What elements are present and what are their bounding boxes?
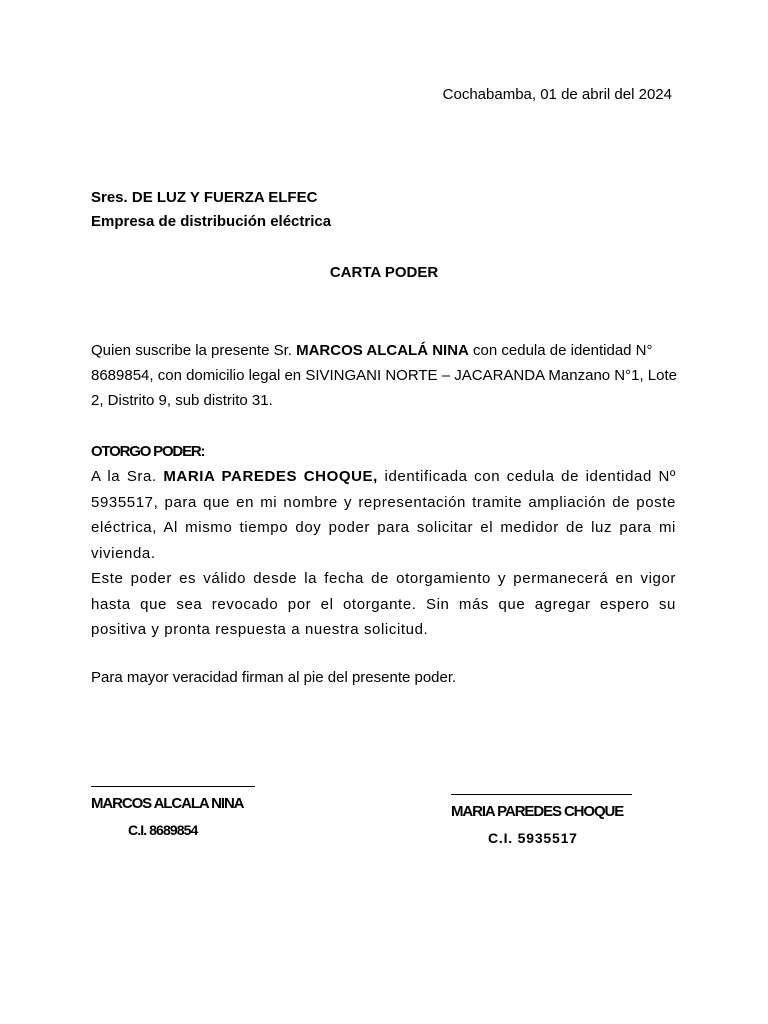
signature-line-grantee	[451, 794, 632, 795]
signature-ci-grantee: C.I. 5935517	[488, 830, 578, 846]
grant-heading: OTORGO PODER:	[91, 443, 205, 460]
intro-text-end: con cedula de identidad N° 8689854, con domicilio legal en SIVINGANI NORTE – JACARANDA Manzano N°1, Lote 2, Distrito 9, sub distrito 31.	[91, 342, 678, 409]
date-line: Cochabamba, 01 de abril del 2024	[442, 86, 672, 103]
grantee-name: MARIA PAREDES CHOQUE,	[163, 468, 378, 485]
recipient-name: Sres. DE LUZ Y FUERZA ELFEC	[91, 189, 318, 206]
grant-text-start: A la Sra.	[91, 468, 164, 485]
grant-text-end: identificada con cedula de identidad Nº 5935517, para que en mi nombre y representación tramite ampliación de poste eléctrica, Al mismo tiempo doy poder para solicitar el medidor de luz para mi vivienda.	[91, 468, 676, 562]
signature-line-grantor	[91, 786, 255, 787]
document-title: CARTA PODER	[329, 264, 439, 281]
signature-ci-grantor: C.I. 8689854	[128, 822, 198, 838]
intro-text-start: Quien suscribe la presente Sr.	[91, 342, 297, 359]
grantor-name: MARCOS ALCALÁ NINA	[296, 342, 469, 359]
intro-paragraph	[91, 338, 681, 413]
signature-name-grantor: MARCOS ALCALA NINA	[91, 795, 244, 812]
recipient-company: Empresa de distribución eléctrica	[91, 213, 332, 230]
validity-text: Este poder es válido desde la fecha de otorgamiento y permanecerá en vigor hasta que sea revocado por el otorgante. Sin más que agregar espero su positiva y pronta respuesta a nuestra solicitud.	[91, 570, 676, 638]
closing-paragraph: Para mayor veracidad firman al pie del presente poder.	[91, 669, 457, 686]
grant-paragraph	[91, 464, 676, 643]
signature-name-grantee: MARIA PAREDES CHOQUE	[451, 803, 624, 820]
grant-text	[91, 464, 676, 566]
